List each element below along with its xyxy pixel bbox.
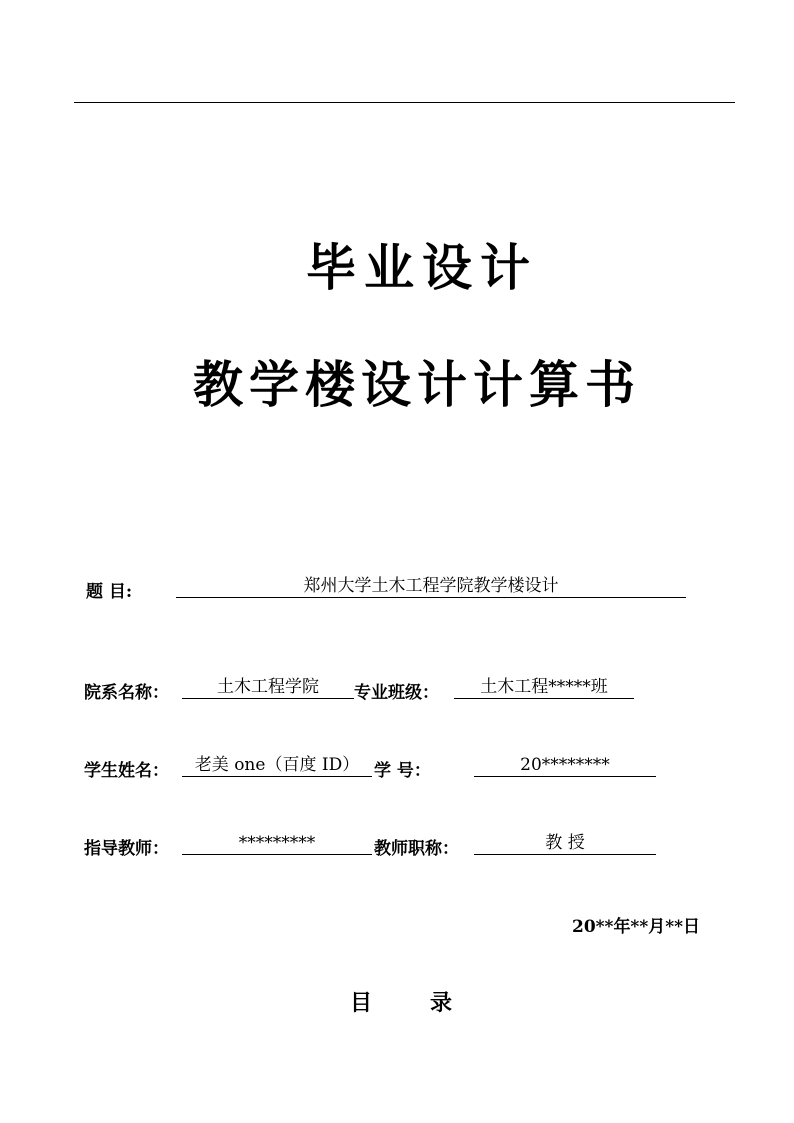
- advisor-label: 指导教师：: [84, 839, 169, 859]
- student-number-value: 20********: [474, 754, 656, 777]
- advisor-value: *********: [182, 832, 372, 855]
- advisor-title-value: 教 授: [474, 832, 656, 855]
- topic-value: 郑州大学土木工程学院教学楼设计: [176, 575, 686, 598]
- department-value: 土木工程学院: [182, 676, 354, 699]
- student-name-value: 老美 one（百度 ID）: [182, 754, 372, 777]
- header-rule: [74, 102, 735, 103]
- advisor-title-label: 教师职称：: [374, 839, 459, 859]
- student-number-label: 学 号：: [374, 761, 431, 781]
- date-line: 20**年**月**日: [572, 917, 700, 937]
- class-label: 专业班级：: [354, 683, 439, 703]
- department-label: 院系名称：: [84, 683, 169, 703]
- toc-heading: 目录: [350, 991, 511, 1016]
- class-value: 土木工程*****班: [454, 676, 634, 699]
- topic-label: 题 目:: [86, 582, 133, 602]
- cover-sub-title: 教学楼设计计算书: [193, 356, 641, 414]
- student-name-label: 学生姓名：: [84, 761, 169, 781]
- cover-main-title: 毕业设计: [306, 239, 538, 297]
